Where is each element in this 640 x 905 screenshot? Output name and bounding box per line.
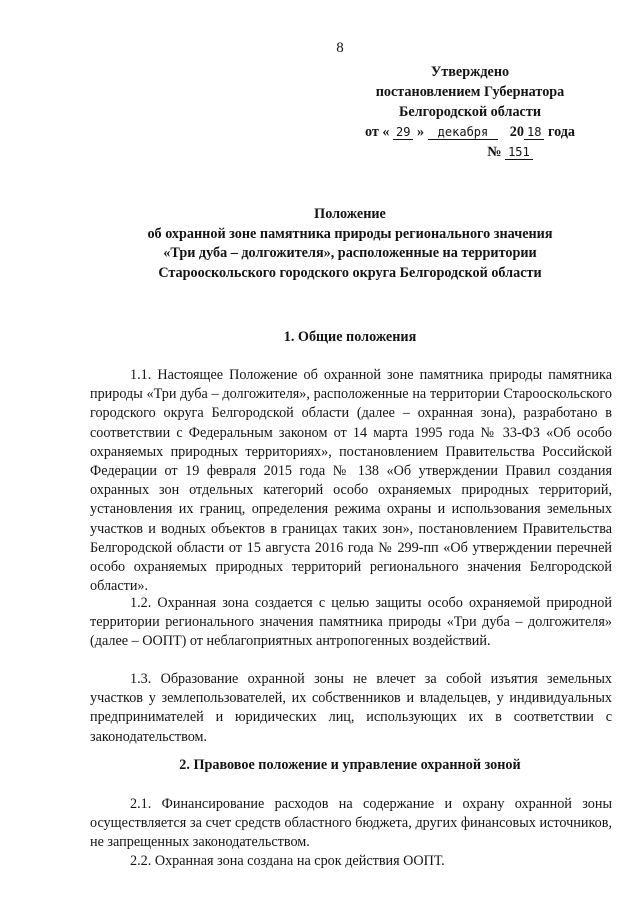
date-year: 18 (524, 125, 544, 140)
paragraph: 1.3. Образование охранной зоны не влечет за собой изъятия земельных участков у землепользователей, их собственников и владельцев, у индивидуальных предпринимателей и юридических лиц, использующих их в соответствии с законодательством. (90, 671, 612, 745)
document-number: 151 (505, 145, 533, 160)
number-prefix: № (487, 144, 502, 160)
paragraph: 1.2. Охранная зона создается с целью защиты особо охраняемой природной территории регионального значения памятника природы «Три дуба – долгожителя» (далее – ООПТ) от неблагоприятных антропогенных воздействий. (90, 595, 612, 650)
date-prefix: от « (364, 124, 390, 140)
approval-block (330, 62, 610, 162)
year-prefix: 20 (509, 124, 524, 140)
date-month: декабря (428, 125, 499, 140)
title-line-2: об охранной зоне памятника природы регионального значения (147, 225, 553, 242)
date-day: 29 (393, 125, 413, 140)
document-title (90, 205, 610, 283)
approval-line-1: Утверждено (430, 64, 510, 80)
title-line-1: Положение (314, 206, 386, 222)
page-number: 8 (336, 40, 344, 56)
approval-line-3: Белгородской области (399, 104, 541, 120)
title-line-4: Старооскольского городского округа Белгородской области (158, 264, 542, 281)
date-mid: » (417, 124, 425, 140)
approval-date (330, 122, 610, 142)
section-heading: 2. Правовое положение и управление охранной зоной (179, 757, 521, 773)
section-heading: 1. Общие положения (283, 329, 417, 345)
paragraph: 2.1. Финансирование расходов на содержание и охрану охранной зоны осуществляется за счет средств областного бюджета, других финансовых источников, не запрещенных законодательством. (90, 796, 612, 851)
paragraph: 2.2. Охранная зона создана на срок действия ООПТ. (130, 853, 445, 869)
approval-line-2: постановлением Губернатора (375, 84, 565, 100)
title-line-3: «Три дуба – долгожителя», расположенные на территории (163, 245, 537, 261)
approval-number (330, 142, 610, 162)
paragraph: 1.1. Настоящее Положение об охранной зоне памятника природы памятника природы «Три дуба – долгожителя», расположенные на территории Старооскольского городского округа Белгородской области (далее – охранная зона), разработано в соответствии с Федеральным законом от 14 марта 1995 года № 33-ФЗ «Об особо охраняемых природных территориях», постановлением Правительства Российской Федерации от 19 февраля 2015 года № 138 «Об утверждении Правил создания охранных зон отдельных категорий особо охраняемых природных территорий, установления их границ, определения режима охраны и использования земельных участков и водных объектов в границах таких зон», постановлением Правительства Белгородской области от 15 августа 2016 года № 299-пп «Об утверждении перечней особо охраняемых природных территорий регионального значения Белгородской области». (90, 367, 612, 595)
year-suffix: года (547, 124, 576, 140)
